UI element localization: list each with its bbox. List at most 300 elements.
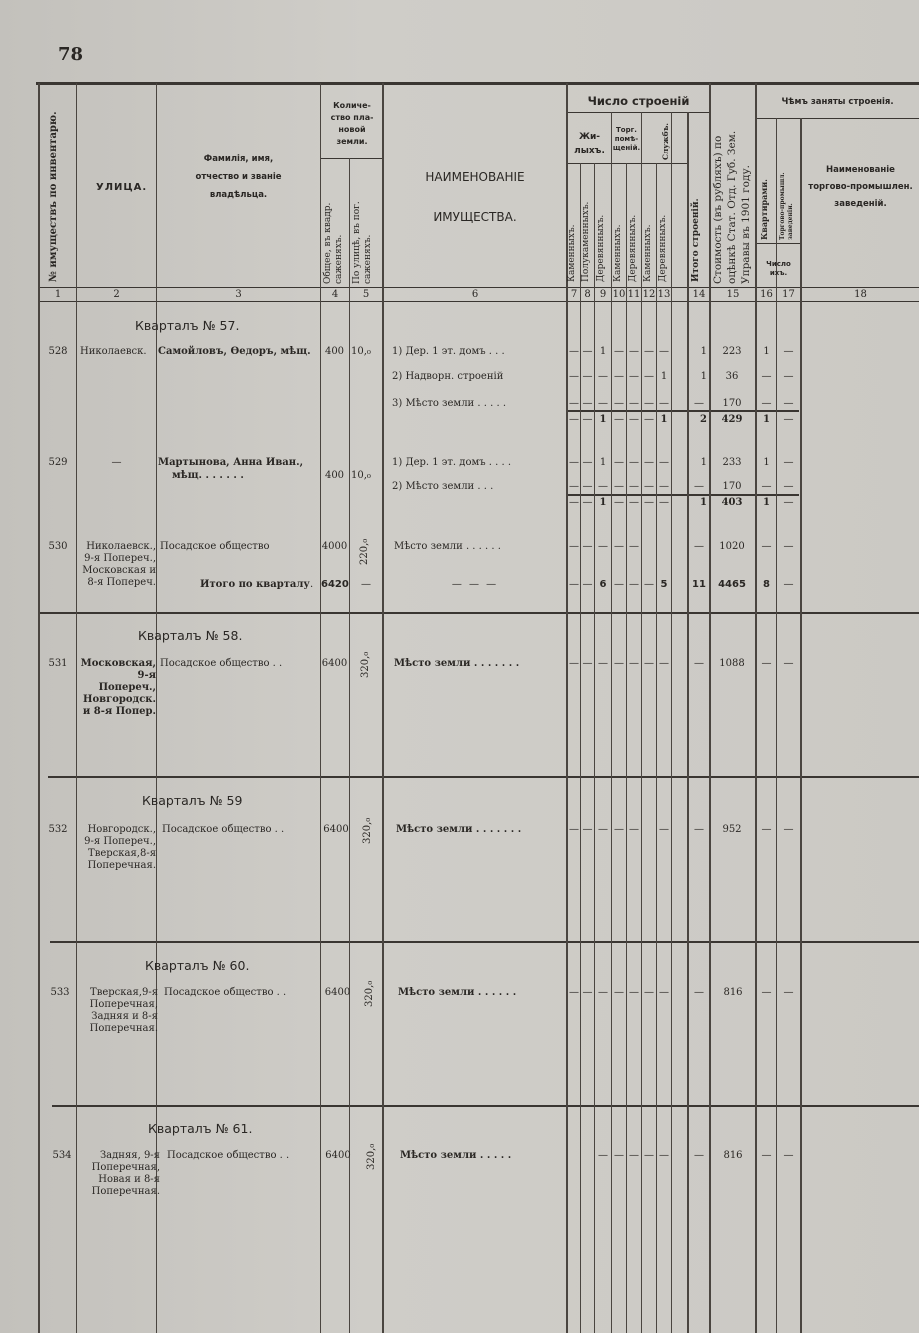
cost-cell: 233 (722, 457, 742, 468)
dash-cell: — (614, 1150, 624, 1161)
col-number: 15 (726, 289, 740, 300)
land-group-rule (320, 158, 382, 159)
street-line: 9-я Попереч., (84, 553, 156, 564)
header-property-line: ИМУЩЕСТВА. (433, 210, 517, 224)
inventory-number: 528 (48, 346, 68, 357)
dash-cell: — (644, 346, 654, 357)
header-property-line: НАИМЕНОВАНІЕ (425, 170, 525, 184)
header-land-total (323, 203, 345, 284)
dash-cell: — (761, 481, 772, 492)
header-land-street-line: По улицѣ, въ пог. (352, 201, 362, 284)
dash-cell: — (598, 371, 608, 382)
property-item: 2) Надворн. строеній (392, 371, 504, 382)
street-line: Новгородск., (87, 824, 156, 835)
dash-cell: — (761, 658, 772, 669)
subtotal-cell: 1 (599, 497, 607, 508)
dash-cell: — (629, 987, 639, 998)
dash-cell: — (659, 497, 669, 508)
header-residential-line: Жи- (578, 132, 601, 142)
street-line: Поперечная. (89, 1023, 158, 1034)
street-cell (78, 541, 156, 589)
quarter-60-rule (52, 1105, 919, 1107)
col-number: 13 (657, 289, 671, 300)
street-line: Задняя и 8-я (91, 1011, 158, 1022)
header-street: УЛИЦА. (96, 182, 148, 193)
header-trade-est-line: заведеніи. (787, 203, 794, 240)
col-number: 4 (331, 289, 339, 300)
land-total-cell: 4000 (321, 541, 348, 552)
header-trade-name-line: торгово-промышлен. (808, 182, 913, 192)
value-cell: 1 (700, 371, 707, 382)
street-cell (80, 987, 158, 1035)
header-cost-line: Управы въ 1901 году. (740, 165, 752, 284)
header-buildings-group: Число строеній (587, 94, 690, 108)
header-trade-line: щеній. (612, 144, 641, 152)
header-trade-est-line: Торгово-промышл. (779, 172, 786, 240)
header-count-line: ихъ. (769, 269, 788, 277)
dash-cell: — (614, 346, 624, 357)
land-total-cell: 400 (324, 346, 345, 357)
dash-cell: — (569, 579, 579, 590)
dash-cell: — (629, 541, 639, 552)
street-line: Поперечная, (91, 1162, 160, 1173)
header-cost-line: Стоимость (въ рубляхъ) по (712, 135, 724, 284)
dash-cell: — (569, 414, 579, 425)
subtotal-cost: 429 (721, 414, 743, 425)
col-number: 18 (854, 289, 867, 300)
dash-cell: — (644, 371, 654, 382)
header-owner-line: Фамилія, имя, (203, 154, 274, 164)
header-wooden-trade: Деревянныхъ. (628, 214, 638, 282)
dash-cell: — (614, 987, 624, 998)
header-land-total-line: Общее, въ квадр. (323, 202, 333, 284)
dash-cell: — (644, 497, 654, 508)
land-street-cell: 10,₀ (351, 470, 371, 481)
land-street-cell: 320,₀ (364, 980, 375, 1007)
dash-cell: — (629, 414, 639, 425)
dash-cell: — (569, 457, 579, 468)
dash-cell: — (761, 541, 772, 552)
occupied-group-rule (756, 118, 919, 119)
street-cell (82, 1150, 160, 1198)
dash-cell: — (614, 824, 624, 835)
quarter-58-rule (48, 776, 919, 778)
dash-cell: — (629, 457, 639, 468)
dash-cell: — (582, 398, 593, 409)
header-services: Службъ. (661, 123, 670, 160)
col-line-2 (156, 83, 157, 1333)
quarter-title: Кварталъ № 60. (145, 958, 250, 973)
street-line: Поперечная. (91, 1186, 160, 1197)
street-cell: Николаевск. (80, 346, 147, 357)
header-count (757, 260, 800, 278)
inventory-number: 531 (48, 658, 68, 669)
dash-cell: — (582, 987, 593, 998)
header-residential-line: лыхъ. (574, 146, 605, 156)
dash-cell: — (659, 824, 669, 835)
dash-cell: — (569, 346, 579, 357)
buildings-sub-rule (567, 163, 687, 164)
inventory-number: 529 (48, 457, 68, 468)
header-wooden: Деревянныхъ. (596, 214, 606, 282)
dash-cell: — (629, 658, 639, 669)
dash-cell: — (694, 1150, 704, 1161)
header-trade-name-line: Наименованіе (826, 165, 895, 175)
page-number: 78 (58, 44, 84, 65)
dash-cell: — (694, 987, 704, 998)
dash-cell: — (569, 497, 579, 508)
dash-cell: — (582, 346, 593, 357)
owner-cell: Посадское общество . . (164, 987, 287, 998)
subtotal-cell: 1 (763, 497, 770, 508)
dash-cell: — (783, 497, 794, 508)
dash-cell: — (629, 481, 639, 492)
quarter-total-land: 6420 (321, 579, 349, 590)
dash-cell: — (569, 481, 579, 492)
inventory-number: 534 (52, 1150, 72, 1161)
col-number: 8 (584, 289, 591, 300)
col-number: 11 (627, 289, 641, 300)
col-number: 7 (570, 289, 578, 300)
dash-cell: — (644, 457, 654, 468)
header-occupied-group: Чѣмъ заняты строенія. (781, 97, 894, 107)
header-wooden-service: Деревянныхъ. (658, 214, 668, 282)
dash-cell: — (598, 541, 608, 552)
col-number: 16 (760, 289, 773, 300)
dash-cell: — (694, 541, 704, 552)
dash-cell: — (644, 658, 654, 669)
header-bottom-rule (38, 287, 919, 288)
land-street-cell: 320,₀ (362, 817, 373, 844)
col-number: 3 (235, 289, 242, 300)
value-cell: 1 (763, 457, 770, 468)
col-number: 10 (612, 289, 626, 300)
subtotal-rule-529 (567, 494, 799, 496)
dash-cell: — (582, 579, 593, 590)
dash-cell: — (783, 987, 794, 998)
quarter-total-cell: 6 (599, 579, 607, 590)
value-cell: 1 (599, 457, 607, 468)
dash-cell: — (629, 497, 639, 508)
property-item: 1) Дер. 1 эт. домъ . . . . (392, 457, 512, 468)
col-line-0 (38, 83, 40, 1333)
quarter-title: Кварталъ № 58. (138, 628, 243, 643)
dash-cell: — (694, 398, 704, 409)
dash-cell: — (783, 371, 794, 382)
cost-cell: 816 (723, 1150, 743, 1161)
cost-cell: 170 (722, 398, 742, 409)
col-line-13 (671, 112, 672, 1333)
header-stone-trade: Каменныхъ. (613, 224, 623, 282)
street-line: Тверская,8-я (88, 848, 156, 859)
street-line: 9-я Попереч., (98, 670, 156, 693)
dash-cell: — (569, 987, 579, 998)
dash-cell: — (761, 987, 772, 998)
property-item: Мѣсто земли . . . . . . (394, 541, 501, 552)
subtotal-cell: 1 (763, 414, 770, 425)
property-item: 1) Дер. 1 эт. домъ . . . (392, 346, 505, 357)
subtotal-cell: 1 (700, 497, 707, 508)
col-line-3 (320, 83, 321, 1333)
cost-cell: 170 (722, 481, 742, 492)
header-land-line: новой (338, 125, 366, 134)
land-street-cell: 320,₀ (366, 1143, 377, 1170)
dash-cell: — (629, 1150, 639, 1161)
col-number: 5 (362, 289, 370, 300)
dash-cell: — (644, 414, 654, 425)
dash-cell: — (761, 371, 772, 382)
value-cell: 1 (700, 346, 707, 357)
quarter-title: Кварталъ № 57. (135, 318, 240, 333)
subtotal-cell: 2 (700, 414, 707, 425)
dash-cell: — (582, 541, 593, 552)
street-line: Тверская,9-я (90, 987, 158, 998)
dash-cell: — (361, 579, 371, 590)
owner-cell: Посадское общество . . (167, 1150, 290, 1161)
subtotal-cell: 1 (660, 414, 668, 425)
inventory-number: 532 (48, 824, 68, 835)
quarter-total-cell: 5 (660, 579, 668, 590)
header-trade-name-line: заведеній. (834, 199, 887, 209)
subtotal-cost: 403 (721, 497, 743, 508)
street-line: Задняя, 9-я (99, 1150, 160, 1161)
dash-cell: — — — (451, 579, 499, 590)
land-total-cell: 6400 (325, 1150, 351, 1161)
cost-cell: 1020 (719, 541, 745, 552)
dash-cell: — (783, 658, 794, 669)
dash-cell: — (614, 457, 624, 468)
dot: . (310, 579, 314, 590)
col-line-5 (382, 83, 384, 1333)
dash-cell: — (614, 398, 624, 409)
dash-cell: — (694, 824, 704, 835)
dash-cell: — (659, 346, 669, 357)
dash-cell: — (783, 579, 794, 590)
street-line: Поперечная, (89, 999, 158, 1010)
land-total-cell: 6400 (324, 987, 351, 998)
owner-cell: мѣщ. . . . . . . (172, 470, 244, 481)
header-total-buildings: Итого строеній. (691, 198, 701, 282)
header-count-line: Число (766, 260, 791, 268)
dash-cell: — (582, 371, 593, 382)
dash-cell: — (659, 481, 669, 492)
owner-cell: Мартынова, Анна Иван., (158, 457, 304, 468)
header-stone: Каменныхъ. (567, 224, 577, 282)
dash-cell: — (598, 398, 608, 409)
land-street-cell: 220,₀ (359, 538, 370, 565)
property-item: 2) Мѣсто земли . . . (392, 481, 494, 492)
property-item: 3) Мѣсто земли . . . . . (392, 398, 506, 409)
land-street-cell: 320,₀ (360, 651, 371, 678)
table-top-rule (36, 82, 919, 85)
header-owner (157, 150, 320, 204)
dash-cell: — (783, 457, 794, 468)
street-line: Московская, (80, 658, 156, 669)
dash-cell: — (582, 414, 593, 425)
quarter-total-cell: 8 (763, 579, 770, 590)
header-apartments: Квартирами. (759, 179, 769, 240)
dash-cell: — (569, 371, 579, 382)
owner-cell: Самойловъ, Ѳедоръ, мѣщ. (158, 346, 311, 357)
dash-cell: — (629, 371, 639, 382)
dash-cell: — (598, 824, 608, 835)
header-property (384, 157, 566, 237)
owner-cell: Посадское общество (160, 541, 270, 552)
col-number: 2 (113, 289, 120, 300)
header-half-stone: Полукаменныхъ. (581, 201, 591, 282)
value-cell: 1 (599, 346, 607, 357)
quarter-total-cell: 11 (692, 579, 706, 590)
dash-cell: — (582, 497, 593, 508)
street-line: Новгородск. (83, 694, 156, 705)
dash-cell: — (644, 481, 654, 492)
dash-cell: — (582, 481, 593, 492)
col-number: 14 (692, 289, 706, 300)
value-cell: 1 (763, 346, 770, 357)
dash-cell: — (783, 1150, 794, 1161)
street-line: Николаевск., (86, 541, 156, 552)
quarter-57-rule (38, 612, 919, 614)
header-cost (711, 131, 753, 284)
dash-cell: — (644, 579, 654, 590)
street-line: Московская и (82, 565, 156, 576)
dash-cell: — (659, 987, 669, 998)
cost-cell: 952 (722, 824, 742, 835)
dash-cell: — (783, 541, 794, 552)
dash-cell: — (614, 371, 624, 382)
dash-cell: — (761, 398, 772, 409)
dash-cell: — (582, 658, 593, 669)
dash-cell: — (659, 398, 669, 409)
inventory-number: 530 (48, 541, 68, 552)
land-total-cell: 400 (324, 470, 345, 481)
header-trade-line: помѣ- (614, 135, 639, 143)
property-item: Мѣсто земли . . . . . . . (394, 658, 520, 669)
land-street-cell: 10,₀ (351, 346, 371, 357)
dash-cell: — (659, 457, 669, 468)
property-item: Мѣсто земли . . . . . . (398, 987, 517, 998)
property-item: Мѣсто земли . . . . . . . (396, 824, 522, 835)
dash-cell: — (582, 457, 593, 468)
header-land-total-line: саженяхъ. (334, 234, 344, 284)
dash-cell: — (761, 1150, 772, 1161)
header-stone-service: Каменныхъ. (643, 224, 653, 282)
dash-cell: — (761, 824, 772, 835)
dash-cell: — (783, 398, 794, 409)
header-land-street (352, 201, 374, 284)
dash-cell: — (783, 414, 794, 425)
dash-cell: — (659, 658, 669, 669)
dash-cell: — (614, 658, 624, 669)
col-number: 17 (782, 289, 795, 300)
dash-cell: — (614, 497, 624, 508)
header-land-street-line: саженяхъ. (363, 234, 373, 284)
header-trade (612, 126, 641, 153)
dash-cell: — (569, 541, 579, 552)
dash-cell: — (614, 579, 624, 590)
col-line-7 (580, 163, 581, 1333)
owner-cell: Посадское общество . . (160, 658, 283, 669)
dash-cell: — (644, 1150, 654, 1161)
dash-cell: — (783, 481, 794, 492)
col-number: 12 (642, 289, 656, 300)
quarter-title: Кварталъ № 59 (142, 793, 243, 808)
land-total-cell: 6400 (321, 658, 348, 669)
dash-cell: — (694, 658, 704, 669)
owner-cell: Посадское общество . . (162, 824, 285, 835)
header-cost-line: оцѣнкѣ Стат. Отд. Губ. Зем. (726, 130, 738, 284)
header-trade-name (802, 162, 919, 213)
dash-cell: — (614, 541, 624, 552)
property-item: Мѣсто земли . . . . . (400, 1150, 512, 1161)
dash-cell: — (614, 481, 624, 492)
col-number: 6 (471, 289, 479, 300)
dash-cell: — (598, 987, 608, 998)
dash-cell: — (694, 481, 704, 492)
header-land-line: Количе- (333, 101, 371, 110)
col-number: 1 (54, 289, 62, 300)
dash-cell: — (783, 346, 794, 357)
subtotal-rule-528 (567, 410, 799, 412)
header-owner-line: владѣльца. (209, 190, 268, 200)
quarter-59-rule (50, 941, 919, 943)
dash-cell: — (629, 579, 639, 590)
dash-cell: — (629, 346, 639, 357)
dash-cell: — (783, 824, 794, 835)
cost-cell: 816 (723, 987, 743, 998)
subtotal-cell: 1 (599, 414, 607, 425)
col-line-18 (800, 118, 802, 1333)
header-trade-est (779, 172, 795, 240)
dash-cell: — (569, 658, 579, 669)
value-cell: 1 (660, 371, 668, 382)
dash-cell: — (659, 1150, 669, 1161)
inventory-number: 533 (50, 987, 70, 998)
header-trade-line: Торг. (616, 126, 637, 134)
dash-cell: — (644, 987, 654, 998)
colnum-bottom-rule (38, 301, 919, 302)
street-cell (78, 824, 156, 872)
value-cell: 1 (700, 457, 707, 468)
dash-cell: — (629, 824, 639, 835)
cost-cell: 36 (725, 371, 739, 382)
street-line: и 8-я Попер. (82, 706, 156, 717)
street-line: 8-я Попереч. (87, 577, 156, 588)
header-land-group (321, 100, 383, 148)
dash-cell: — (598, 481, 608, 492)
quarter-title: Кварталъ № 61. (148, 1121, 253, 1136)
dash-cell: — (569, 824, 579, 835)
occupied-sub-rule (756, 243, 800, 244)
quarter-total-label: Итого по кварталу (200, 579, 310, 590)
street-line: Поперечная. (87, 860, 156, 871)
dash-cell: — (614, 414, 624, 425)
col-line-1 (76, 83, 77, 1333)
header-residential (568, 130, 611, 158)
dash-cell: — (629, 398, 639, 409)
land-total-cell: 6400 (323, 824, 349, 835)
header-inventory: № имуществъ по инвентарю. (48, 111, 59, 282)
street-cell (78, 658, 156, 718)
header-land-line: ство пла- (330, 113, 374, 122)
header-owner-line: отчество и званіе (195, 172, 282, 182)
street-line: Новая и 8-я (98, 1174, 160, 1185)
header-land-line: земли. (336, 137, 368, 146)
dash-cell: — (598, 658, 608, 669)
dash-cell: — (598, 1150, 608, 1161)
cost-cell: 223 (722, 346, 742, 357)
cost-cell: 1088 (719, 658, 745, 669)
